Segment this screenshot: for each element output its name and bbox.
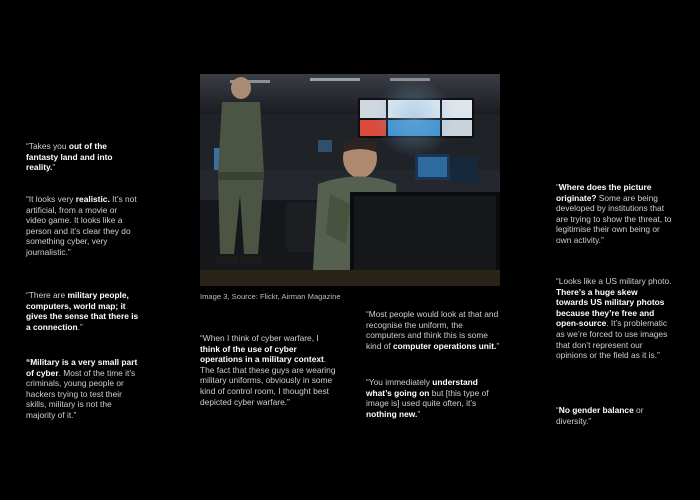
quote-text: “Takes you <box>26 141 69 151</box>
quote-text: “You immediately <box>366 377 433 387</box>
quote-text: Some are being developed by institutions that are trying to show the threat, to legitimise their own being or own activity.” <box>556 192 672 245</box>
quote-emphasis: military people, computers, world map; it gives the sense that there is a connection <box>26 290 139 332</box>
quote-text: ” <box>496 340 500 351</box>
quote-emphasis: computer operations unit. <box>393 340 497 351</box>
quote-text: or diversity.” <box>556 405 644 426</box>
quote-emphasis: think of the use of cyber operations in a military context <box>200 343 324 365</box>
quote-emphasis: out of the fantasty land and into reality. <box>26 141 113 173</box>
quote-left-1 <box>26 141 126 173</box>
quote-left-2 <box>26 194 138 258</box>
quote-center-right-2 <box>366 377 502 419</box>
quote-text: “ <box>556 182 559 192</box>
quote-text: “It looks very <box>26 194 76 204</box>
control-room-photo <box>200 74 500 286</box>
quote-text: but [this type of image is] used quite often, it’s <box>366 387 489 409</box>
quote-right-1 <box>556 182 674 246</box>
quote-text: It’s not artificial, from a movie or video game. It looks like a person and it’s clear they do something cyber, very journalistic.” <box>26 194 137 257</box>
quote-center-left-1 <box>200 333 338 407</box>
quote-emphasis: nothing new. <box>366 408 418 419</box>
quote-right-2 <box>556 276 672 361</box>
quote-right-3 <box>556 405 666 426</box>
quote-emphasis: No gender balance <box>558 405 634 415</box>
control-room-photo-illustration <box>200 74 500 286</box>
quote-emphasis: There’s a huge skew towards US military photos because they’re free and open-source <box>556 286 665 329</box>
quote-emphasis: realistic. <box>75 194 110 204</box>
quote-left-4 <box>26 357 142 421</box>
photo-caption: Image 3, Source: Flickr, Airman Magazine <box>200 292 341 301</box>
quote-emphasis: Where does the picture originate? <box>556 182 652 203</box>
quote-text: .” <box>77 321 83 332</box>
quote-emphasis: “Military is a very small part of cyber <box>26 357 138 378</box>
quote-text: “Looks like a US military photo. <box>556 276 672 286</box>
quote-text: . It’s problematic as we’re forced to use images that don’t represent our opinions or the field as it is.” <box>556 318 668 361</box>
quote-text: “There are <box>26 290 68 300</box>
quote-text: “ <box>556 405 559 415</box>
quote-center-right-1 <box>366 309 500 351</box>
quote-text: . The fact that these guys are wearing military uniforms, obviously in some kind of control room, I thought best depicted cyber warfare.” <box>200 354 336 407</box>
quote-text: . Most of the time it’s criminals, young people or hackers trying to test their skills, military is not the majority of it.” <box>26 367 136 420</box>
quote-emphasis: understand what’s going on <box>366 377 478 398</box>
quote-left-3 <box>26 290 142 332</box>
quote-text: “Most people would look at that and recognise the uniform, the computers and think this is some kind of <box>366 309 499 351</box>
quote-text: “When I think of cyber warfare, I <box>200 333 319 343</box>
quote-text: ” <box>52 162 56 173</box>
quote-text: ” <box>417 408 421 419</box>
